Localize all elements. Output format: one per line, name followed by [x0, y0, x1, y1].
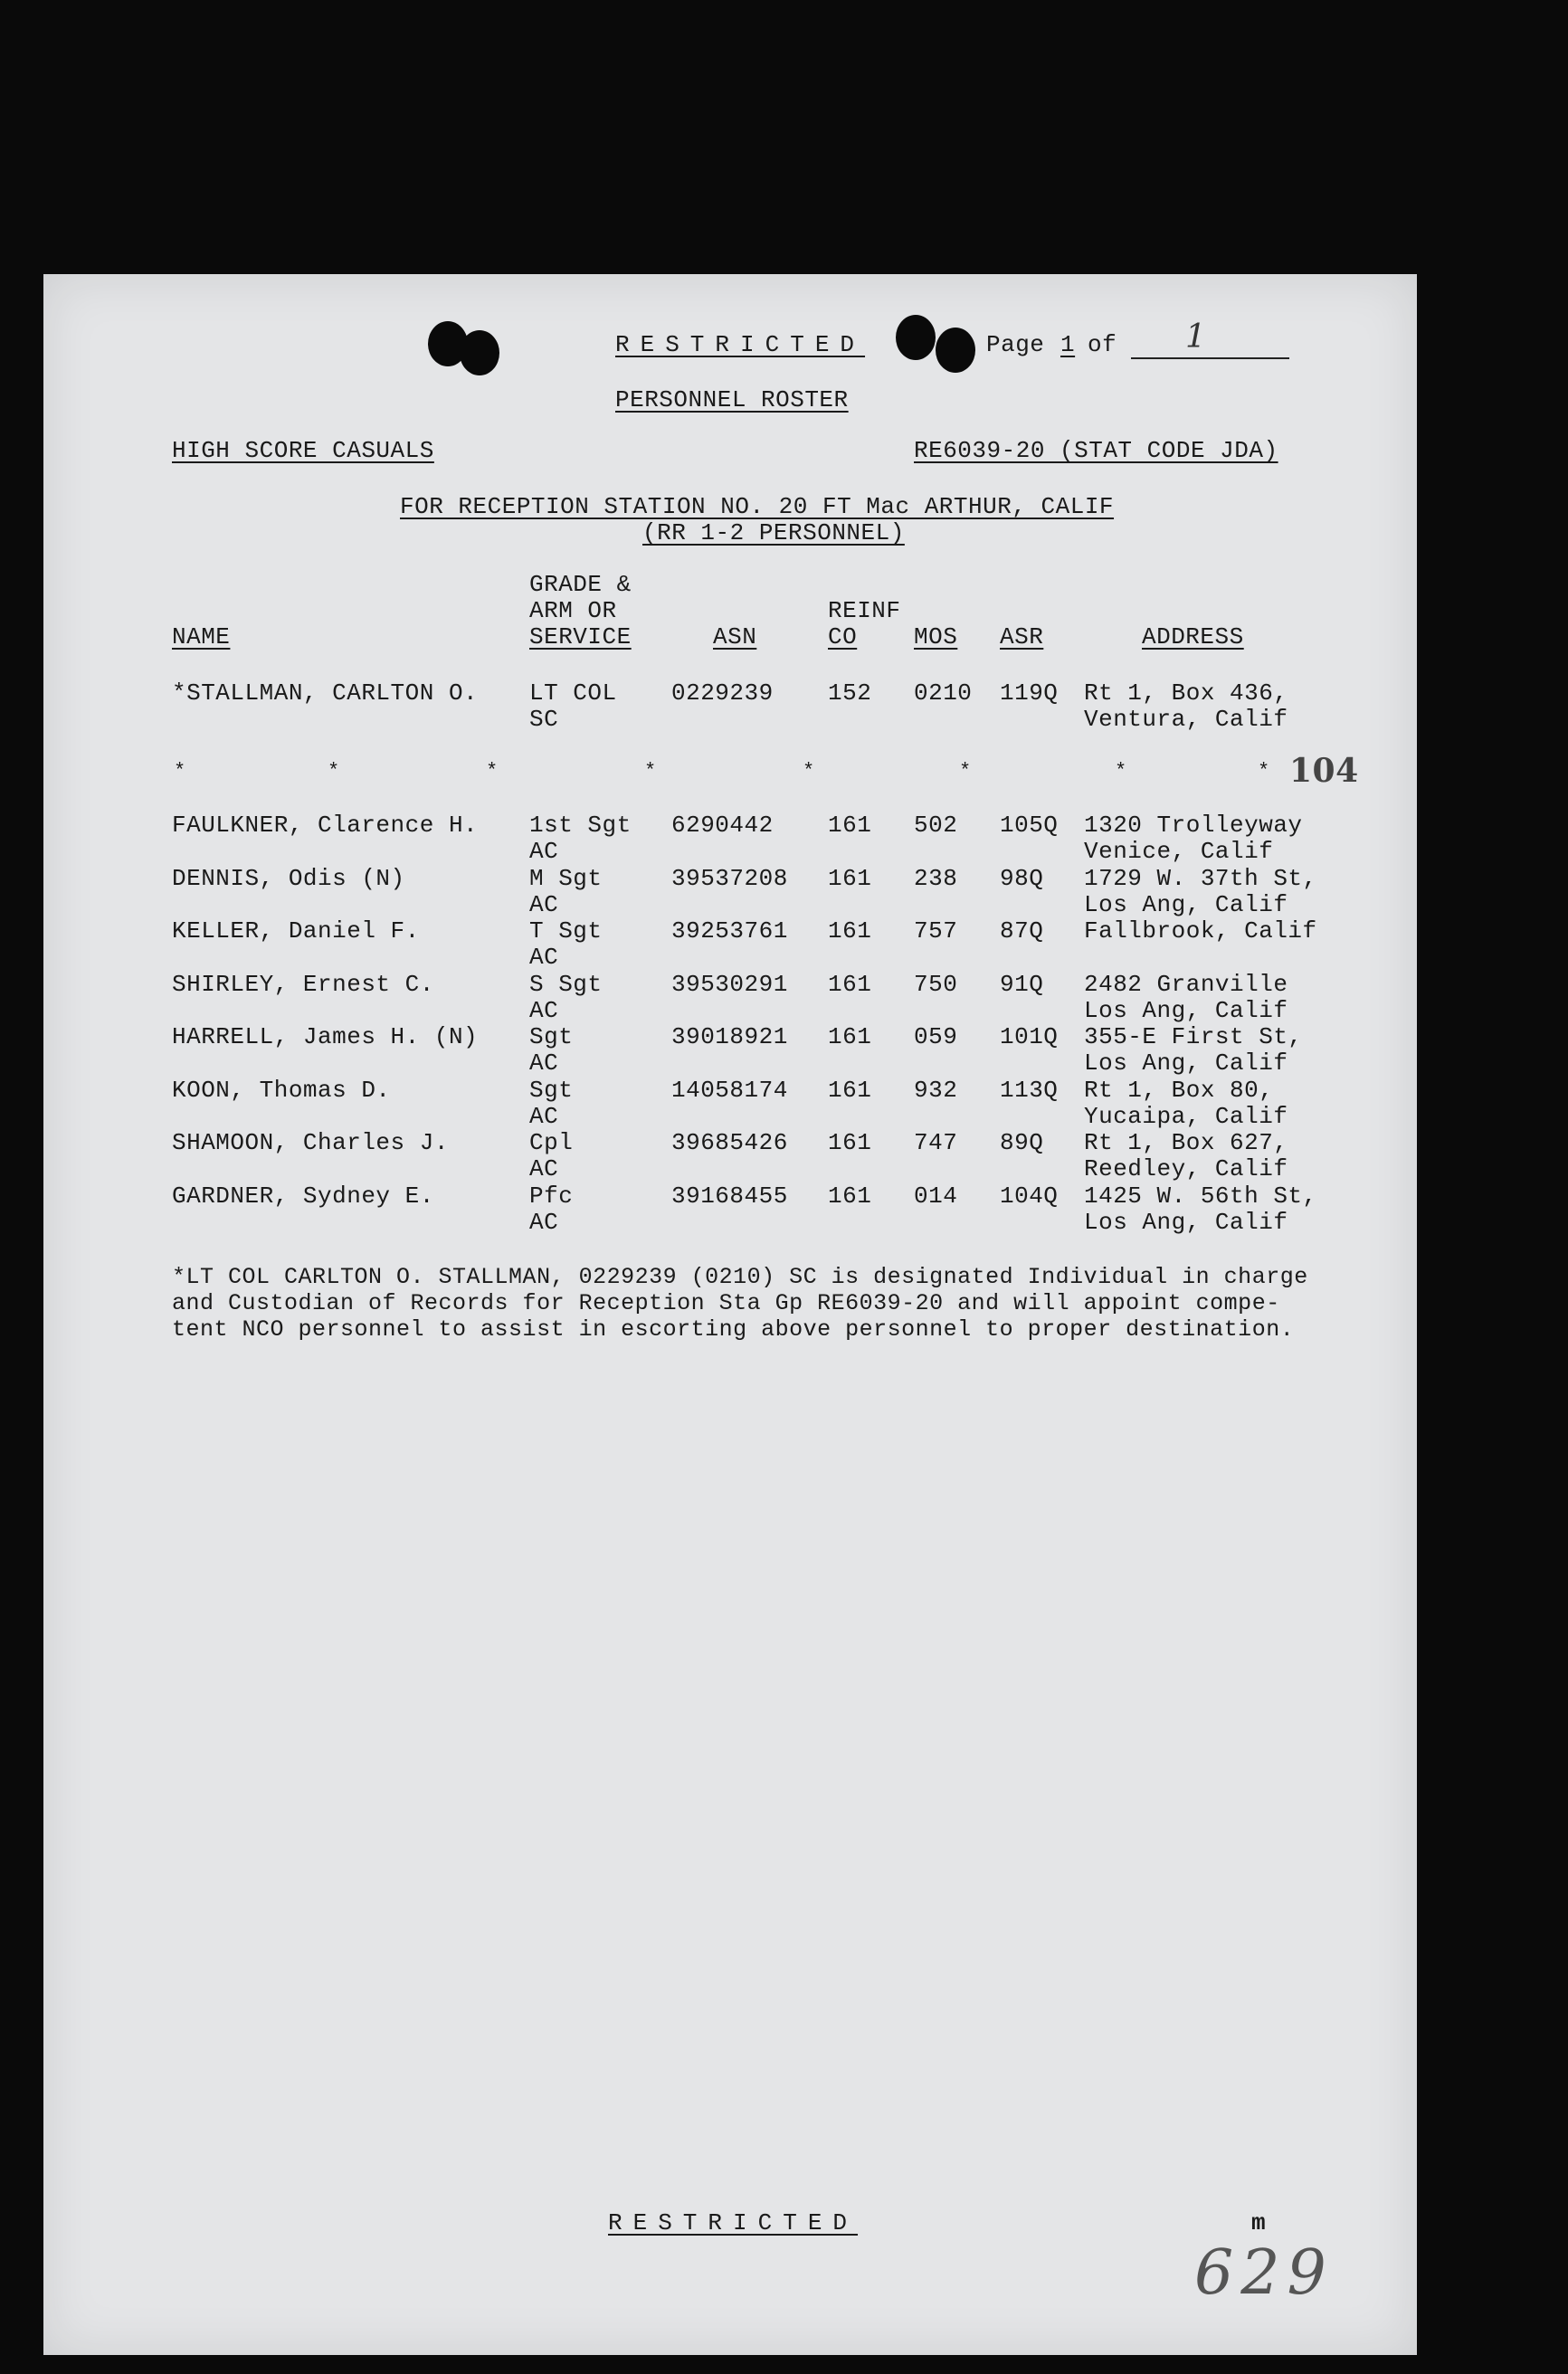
col-name: NAME	[172, 623, 231, 650]
punch-hole	[896, 315, 936, 360]
row-address-2: Reedley, Calif	[1084, 1155, 1288, 1182]
separator-star: *	[486, 760, 499, 783]
officer-asr: 119Q	[1000, 679, 1059, 707]
station-line: FOR RECEPTION STATION NO. 20 FT Mac ARTHUR, CALIF	[400, 493, 1115, 520]
row-name: SHAMOON, Charles J.	[172, 1129, 449, 1156]
punch-hole	[460, 330, 499, 375]
separator-star: *	[174, 760, 186, 783]
of-label: of	[1088, 331, 1117, 358]
row-asn: 39018921	[671, 1023, 788, 1050]
separator-star: *	[644, 760, 657, 783]
row-arm: AC	[529, 997, 559, 1024]
row-grade: M Sgt	[529, 865, 603, 892]
row-arm: AC	[529, 891, 559, 918]
row-address-2: Los Ang, Calif	[1084, 891, 1288, 918]
row-name: KOON, Thomas D.	[172, 1077, 391, 1104]
row-asn: 6290442	[671, 812, 774, 839]
row-grade: S Sgt	[529, 971, 603, 998]
page-total-line	[1131, 357, 1289, 359]
col-grade-3: SERVICE	[529, 623, 632, 650]
row-address-2: Los Ang, Calif	[1084, 1209, 1288, 1236]
row-asr: 105Q	[1000, 812, 1059, 839]
row-asr: 89Q	[1000, 1129, 1044, 1156]
row-asr: 113Q	[1000, 1077, 1059, 1104]
row-arm: AC	[529, 1155, 559, 1182]
row-asn: 39685426	[671, 1129, 788, 1156]
col-address: ADDRESS	[1142, 623, 1244, 650]
row-asr: 91Q	[1000, 971, 1044, 998]
col-grade-2: ARM OR	[529, 597, 617, 624]
row-grade: T Sgt	[529, 917, 603, 945]
row-asr: 98Q	[1000, 865, 1044, 892]
officer-address-2: Ventura, Calif	[1084, 706, 1288, 733]
row-co: 161	[828, 1077, 872, 1104]
officer-grade-1: LT COL	[529, 679, 617, 707]
row-asn: 39537208	[671, 865, 788, 892]
row-mos: 059	[914, 1023, 958, 1050]
row-name: GARDNER, Sydney E.	[172, 1182, 434, 1210]
page-number: 1	[1060, 331, 1076, 358]
row-asr: 101Q	[1000, 1023, 1059, 1050]
col-reinf-2: CO	[828, 623, 858, 650]
row-grade: Cpl	[529, 1129, 574, 1156]
row-mos: 014	[914, 1182, 958, 1210]
row-co: 161	[828, 865, 872, 892]
row-name: KELLER, Daniel F.	[172, 917, 420, 945]
row-address-1: 1729 W. 37th St,	[1084, 865, 1317, 892]
row-mos: 747	[914, 1129, 958, 1156]
row-address-1: 355-E First St,	[1084, 1023, 1303, 1050]
row-address-1: Rt 1, Box 80,	[1084, 1077, 1274, 1104]
col-grade-1: GRADE &	[529, 571, 632, 598]
row-co: 161	[828, 1129, 872, 1156]
officer-name: *STALLMAN, CARLTON O.	[172, 679, 479, 707]
col-reinf-1: REINF	[828, 597, 901, 624]
row-mos: 757	[914, 917, 958, 945]
col-asn: ASN	[713, 623, 757, 650]
row-asr: 87Q	[1000, 917, 1044, 945]
row-address-2: Los Ang, Calif	[1084, 997, 1288, 1024]
page-total-handwritten: 1	[1185, 318, 1207, 356]
row-name: SHIRLEY, Ernest C.	[172, 971, 434, 998]
row-co: 161	[828, 1182, 872, 1210]
row-mos: 238	[914, 865, 958, 892]
separator-star: *	[803, 760, 815, 783]
unit-heading: HIGH SCORE CASUALS	[172, 437, 434, 464]
row-address-1: Rt 1, Box 627,	[1084, 1129, 1288, 1156]
row-arm: AC	[529, 1049, 559, 1077]
classification-header: RESTRICTED	[615, 331, 866, 358]
footer-mark: m	[1251, 2209, 1267, 2236]
row-address-1: 1425 W. 56th St,	[1084, 1182, 1317, 1210]
row-arm: AC	[529, 1209, 559, 1236]
note-line-3: tent NCO personnel to assist in escorting above personnel to proper destination.	[172, 1316, 1295, 1343]
row-address-2: Venice, Calif	[1084, 838, 1274, 865]
row-asn: 39530291	[671, 971, 788, 998]
col-asr: ASR	[1000, 623, 1044, 650]
row-name: DENNIS, Odis (N)	[172, 865, 405, 892]
officer-grade-2: SC	[529, 706, 559, 733]
separator-star: *	[1115, 760, 1127, 783]
row-name: FAULKNER, Clarence H.	[172, 812, 479, 839]
officer-asn: 0229239	[671, 679, 774, 707]
row-address-1: Fallbrook, Calif	[1084, 917, 1317, 945]
row-arm: AC	[529, 838, 559, 865]
stamp-number: 104	[1289, 752, 1359, 790]
separator-star: *	[1258, 760, 1270, 783]
note-line-2: and Custodian of Records for Reception Sta Gp RE6039-20 and will appoint compe-	[172, 1290, 1280, 1316]
row-address-1: 1320 Trolleyway	[1084, 812, 1303, 839]
row-address-2: Yucaipa, Calif	[1084, 1103, 1288, 1130]
row-asn: 14058174	[671, 1077, 788, 1104]
row-address-1: 2482 Granville	[1084, 971, 1288, 998]
row-co: 161	[828, 812, 872, 839]
officer-co: 152	[828, 679, 872, 707]
row-arm: AC	[529, 1103, 559, 1130]
row-mos: 750	[914, 971, 958, 998]
row-co: 161	[828, 971, 872, 998]
group-code: RE6039-20 (STAT CODE JDA)	[914, 437, 1278, 464]
row-co: 161	[828, 1023, 872, 1050]
row-grade: Sgt	[529, 1077, 574, 1104]
row-name: HARRELL, James H. (N)	[172, 1023, 479, 1050]
row-address-2: Los Ang, Calif	[1084, 1049, 1288, 1077]
row-mos: 502	[914, 812, 958, 839]
row-mos: 932	[914, 1077, 958, 1104]
col-mos: MOS	[914, 623, 958, 650]
row-grade: Pfc	[529, 1182, 574, 1210]
separator-star: *	[959, 760, 972, 783]
classification-footer: RESTRICTED	[608, 2209, 859, 2236]
row-grade: Sgt	[529, 1023, 574, 1050]
row-asn: 39168455	[671, 1182, 788, 1210]
row-asr: 104Q	[1000, 1182, 1059, 1210]
personnel-subline: (RR 1-2 PERSONNEL)	[642, 519, 905, 546]
handwritten-page-number: 629	[1194, 2237, 1334, 2309]
officer-address-1: Rt 1, Box 436,	[1084, 679, 1288, 707]
row-grade: 1st Sgt	[529, 812, 632, 839]
page-label: Page	[986, 331, 1045, 358]
punch-hole	[936, 328, 975, 373]
roster-title: PERSONNEL ROSTER	[615, 386, 849, 413]
separator-star: *	[328, 760, 340, 783]
note-line-1: *LT COL CARLTON O. STALLMAN, 0229239 (0210) SC is designated Individual in charge	[172, 1264, 1308, 1290]
officer-mos: 0210	[914, 679, 973, 707]
row-arm: AC	[529, 944, 559, 971]
row-co: 161	[828, 917, 872, 945]
row-asn: 39253761	[671, 917, 788, 945]
